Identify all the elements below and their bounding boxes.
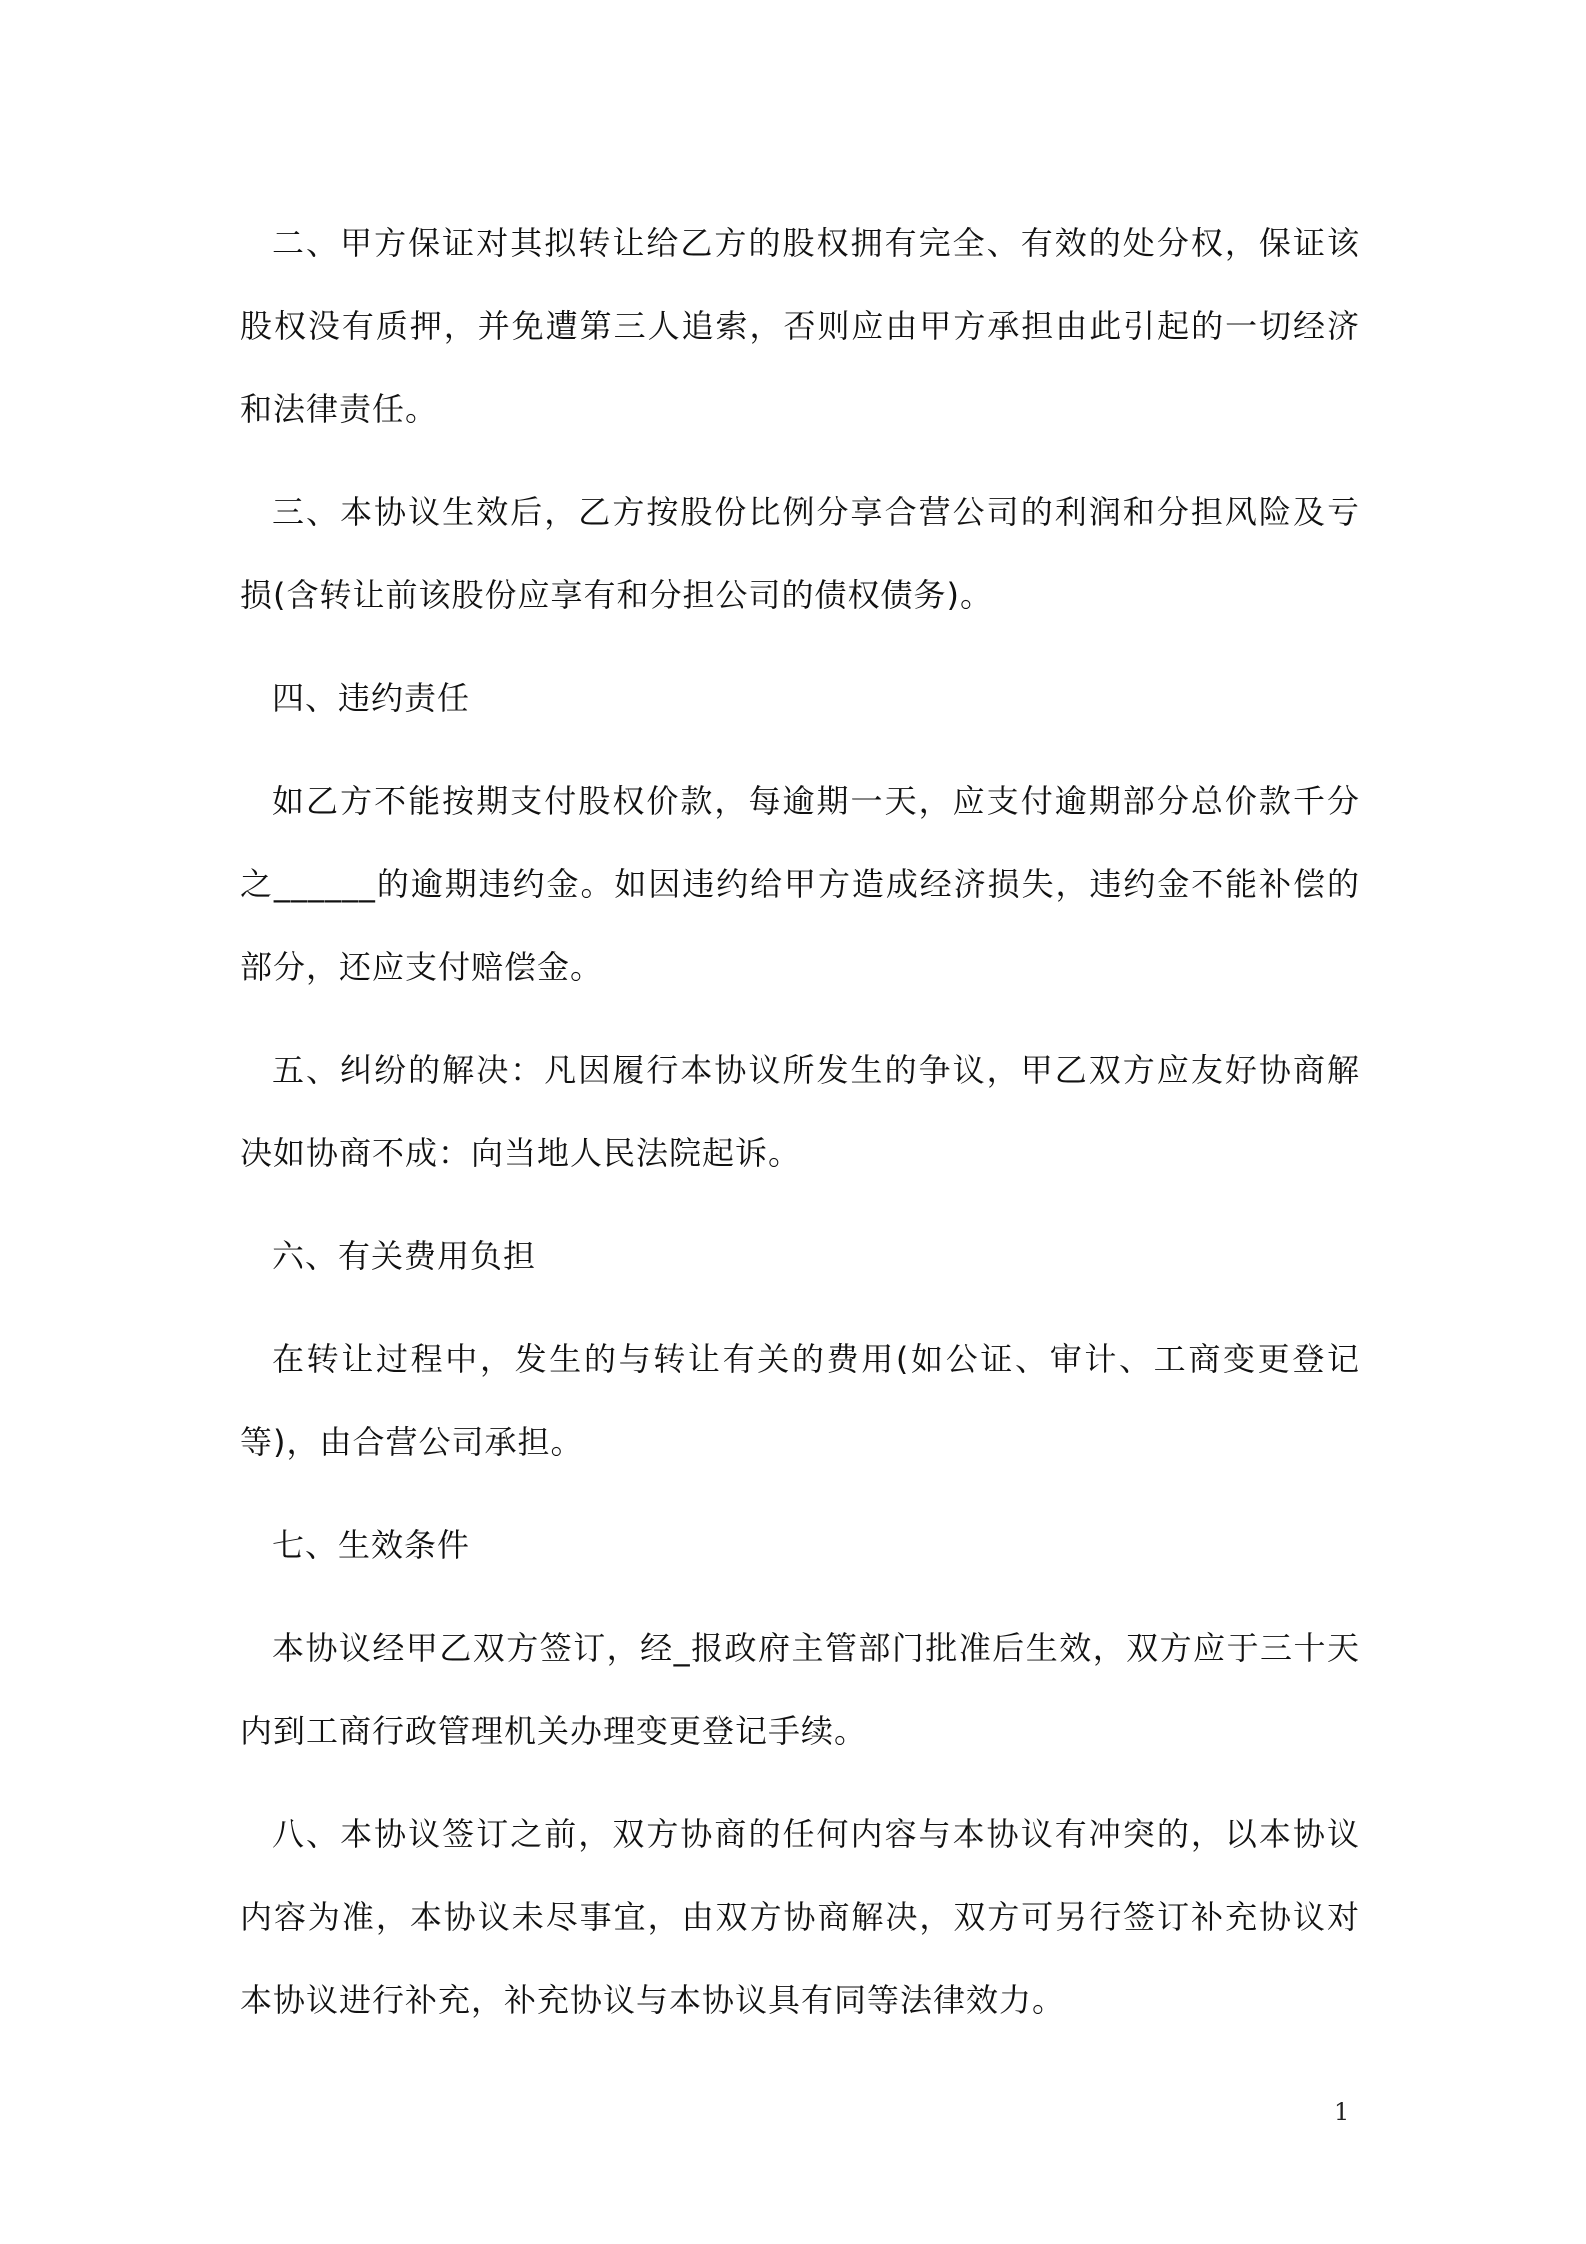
clause-6-body: 在转让过程中，发生的与转让有关的费用(如公证、审计、工商变更登记等)，由合营公司承担。	[240, 1340, 1360, 1461]
clause-8-body: 八、本协议签订之前，双方协商的任何内容与本协议有冲突的，以本协议内容为准，本协议未尽事宜，由双方协商解决，双方可另行签订补充协议对本协议进行补充，补充协议与本协议具有同等法律效力。	[240, 1815, 1360, 2019]
clause-6-heading: 六、有关费用负担	[272, 1237, 537, 1275]
clause-7-body: 本协议经甲乙双方签订，经_报政府主管部门批准后生效，双方应于三十天内到工商行政管理机关办理变更登记手续。	[240, 1629, 1360, 1750]
clause-3-profit-sharing: 三、本协议生效后，乙方按股份比例分享合营公司的利润和分担风险及亏损(含转让前该股份应享有和分担公司的债权债务)。	[240, 493, 1360, 614]
clause-5-dispute-resolution: 五、纠纷的解决：凡因履行本协议所发生的争议，甲乙双方应友好协商解决如协商不成：向当地人民法院起诉。	[240, 1051, 1360, 1172]
document-body	[240, 202, 1360, 2062]
clause-4-heading: 四、违约责任	[272, 679, 471, 717]
clause-4-body: 如乙方不能按期支付股权价款，每逾期一天，应支付逾期部分总价款千分之______的逾期违约金。如因违约给甲方造成经济损失，违约金不能补偿的部分，还应支付赔偿金。	[240, 782, 1360, 986]
clause-2-warranty: 二、甲方保证对其拟转让给乙方的股权拥有完全、有效的处分权，保证该股权没有质押，并免遭第三人追索，否则应由甲方承担由此引起的一切经济和法律责任。	[240, 224, 1360, 428]
clause-7-heading: 七、生效条件	[272, 1526, 471, 1564]
page-number: 1	[1334, 2098, 1350, 2126]
